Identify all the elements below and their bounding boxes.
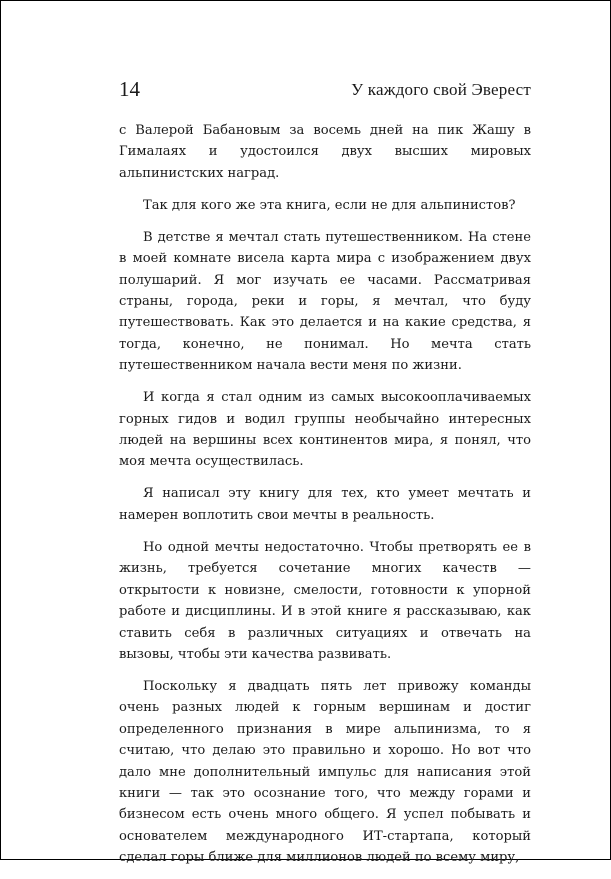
page-number: 14 — [119, 77, 140, 101]
paragraph: Так для кого же эта книга, если не для альпинистов? — [143, 197, 516, 213]
body-text — [119, 120, 531, 879]
paragraph: В детстве я мечтал стать путешественником. На стене в моей комнате висела карта мира с изображением двух полушарий. Я мог изучать ее часами. Рассматривая страны, города, реки и горы, я мечтал, что буду путешествовать. Как это делается и на какие средства, я тогда, конечно, не понимал. Но мечта стать путешественником начала вести меня по жизни. — [119, 229, 531, 374]
running-title: У каждого свой Эверест — [351, 80, 531, 99]
paragraph: Но одной мечты недостаточно. Чтобы претворять ее в жизнь, требуется сочетание многих качеств — открытости к новизне, смелости, готовности к упорной работе и дисциплины. И в этой книге я рассказываю, как ставить себя в различных ситуациях и отвечать на вызовы, чтобы эти качества развивать. — [119, 539, 531, 662]
paragraph: И когда я стал одним из самых высокооплачиваемых горных гидов и водил группы необычайно интересных людей на вершины всех континентов мира, я понял, что моя мечта осуществилась. — [119, 390, 531, 470]
paragraph: Я написал эту книгу для тех, кто умеет мечтать и намерен воплотить свои мечты в реальность. — [119, 486, 531, 523]
page-header — [119, 77, 531, 103]
paragraph: Поскольку я двадцать пять лет привожу команды очень разных людей к горным вершинам и достиг определенного признания в мире альпинизма, то я считаю, что делаю это правильно и хорошо. Но вот что дало мне дополнительный импульс для написания этой книги — так это осознание того, что между горами и бизнесом есть очень много общего. Я успел побывать и основателем международного ИТ-стартапа, который сделал горы ближе для миллионов людей по всему миру, — [119, 678, 531, 866]
paragraph: с Валерой Бабановым за восемь дней на пик Жашу в Гималаях и удостоился двух высших мировых альпинистских наград. — [119, 123, 531, 181]
